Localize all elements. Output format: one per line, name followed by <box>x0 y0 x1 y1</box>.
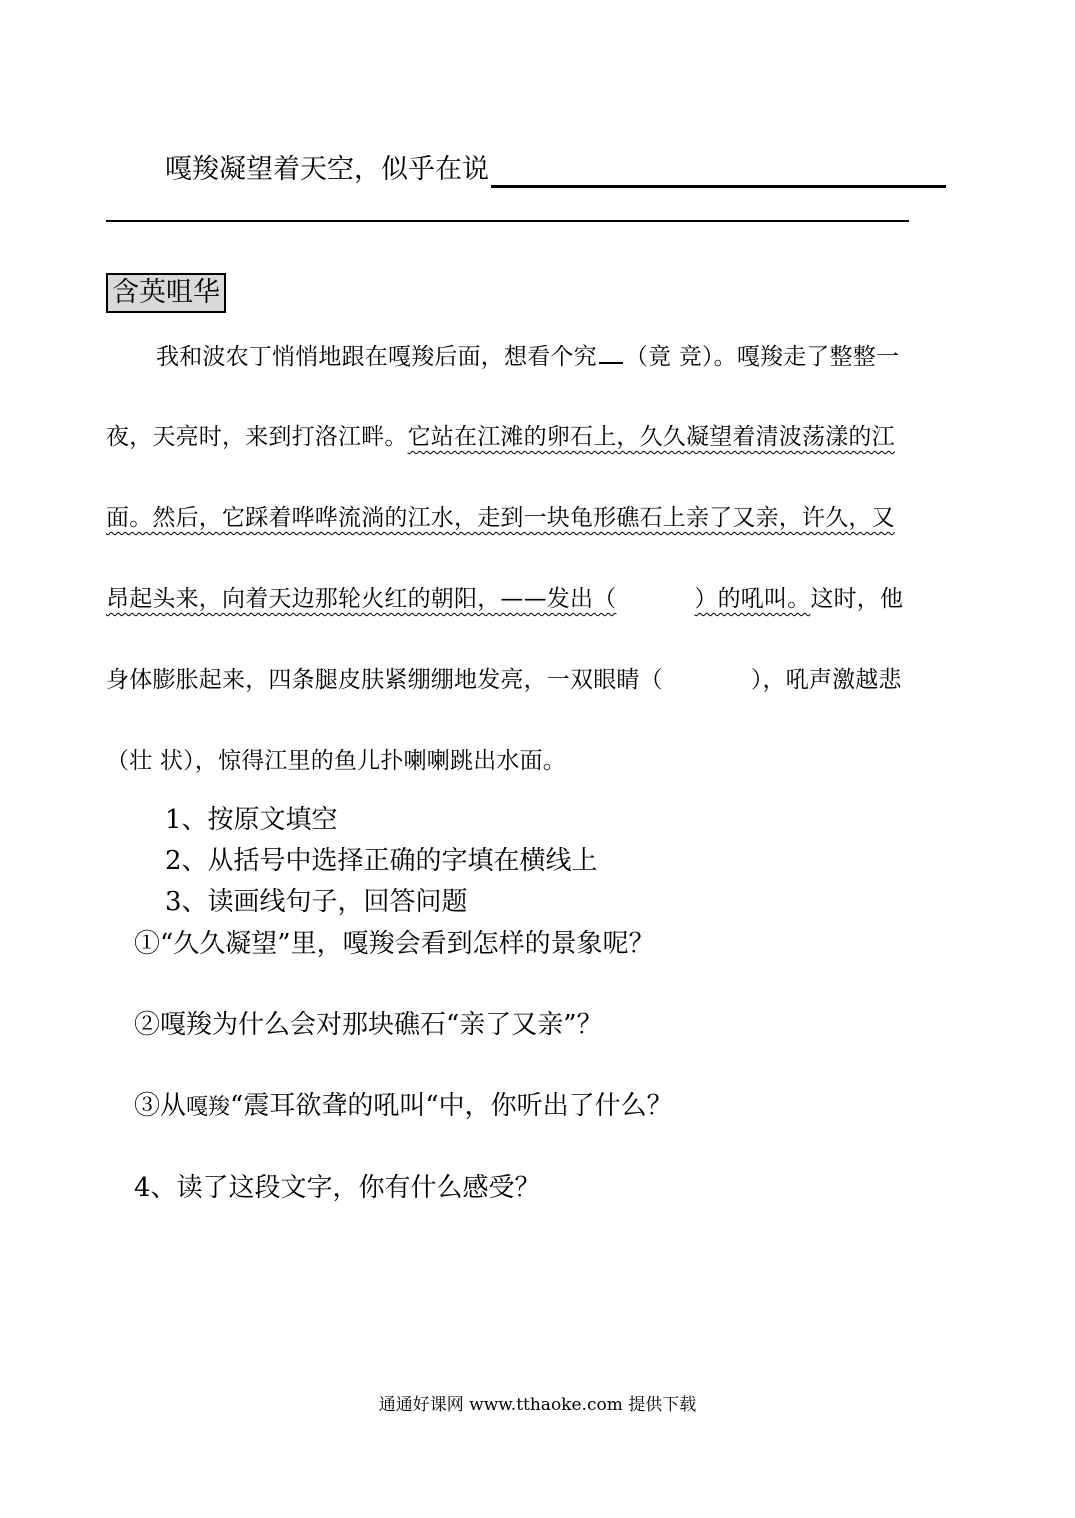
passage-text: （壮 状），惊得江里的鱼儿扑喇喇跳出水面。 <box>106 748 567 774</box>
passage-line-5 <box>106 665 902 695</box>
passage-text: 昂起头来，向着天边那轮火红的朝阳，——发出（ <box>106 586 617 612</box>
passage-text: 这时，他 <box>810 586 904 612</box>
passage-text: （竟 竞）。嘎羧走了整整一 <box>624 344 900 370</box>
passage-text: 我和波农丁悄悄地跟在嘎羧后面，想看个究 <box>156 344 597 370</box>
passage-text: ）的吼叫。 <box>694 586 811 612</box>
underlined-sentence-part <box>106 586 810 612</box>
passage-line-3 <box>106 503 895 533</box>
section-heading: 含英咀华 <box>106 273 226 313</box>
question-text: “震耳欲聋的吼叫“中，你听出了什么？ <box>230 1091 673 1121</box>
passage-line-2 <box>106 422 895 452</box>
question-3-2: ②嘎羧为什么会对那块礁石“亲了又亲”？ <box>134 1010 603 1040</box>
question-4: 4、读了这段文字，你有什么感受？ <box>134 1173 541 1203</box>
question-text: ③从 <box>134 1091 187 1121</box>
question-3: 3、读画线句子，回答问题 <box>165 887 468 917</box>
underlined-sentence: 它站在江滩的卵石上，久久凝望着清波荡漾的江 <box>407 424 895 450</box>
second-answer-blank[interactable] <box>106 220 909 222</box>
passage-text: ），吼声激越悲 <box>750 667 902 693</box>
underlined-sentence: 面。然后，它踩着哗哗流淌的江水，走到一块龟形礁石上亲了又亲，许久，又 <box>106 505 895 531</box>
question-3-1: ①“久久凝望”里，嘎羧会看到怎样的景象呢？ <box>134 929 655 959</box>
page-footer: 通通好课网 www.tthaoke.com 提供下载 <box>378 1395 697 1415</box>
passage-line-1 <box>156 340 899 372</box>
top-prompt-text: 嘎羧凝望着天空，似乎在说 <box>165 154 489 185</box>
question-2: 2、从括号中选择正确的字填在横线上 <box>165 846 598 876</box>
top-prompt-line <box>165 152 946 188</box>
fill-blank-jiu[interactable] <box>599 340 623 364</box>
question-text: 嘎羧 <box>186 1095 231 1120</box>
question-1: 1、按原文填空 <box>165 805 338 835</box>
passage-text: 夜，天亮时，来到打洛江畔。 <box>106 424 408 450</box>
top-answer-blank[interactable] <box>491 157 946 188</box>
passage-text: 身体膨胀起来，四条腿皮肤紧绷绷地发亮，一双眼睛（ <box>106 667 663 693</box>
passage-line-4 <box>106 584 903 614</box>
question-3-3 <box>134 1089 673 1125</box>
passage-line-6 <box>106 746 566 776</box>
